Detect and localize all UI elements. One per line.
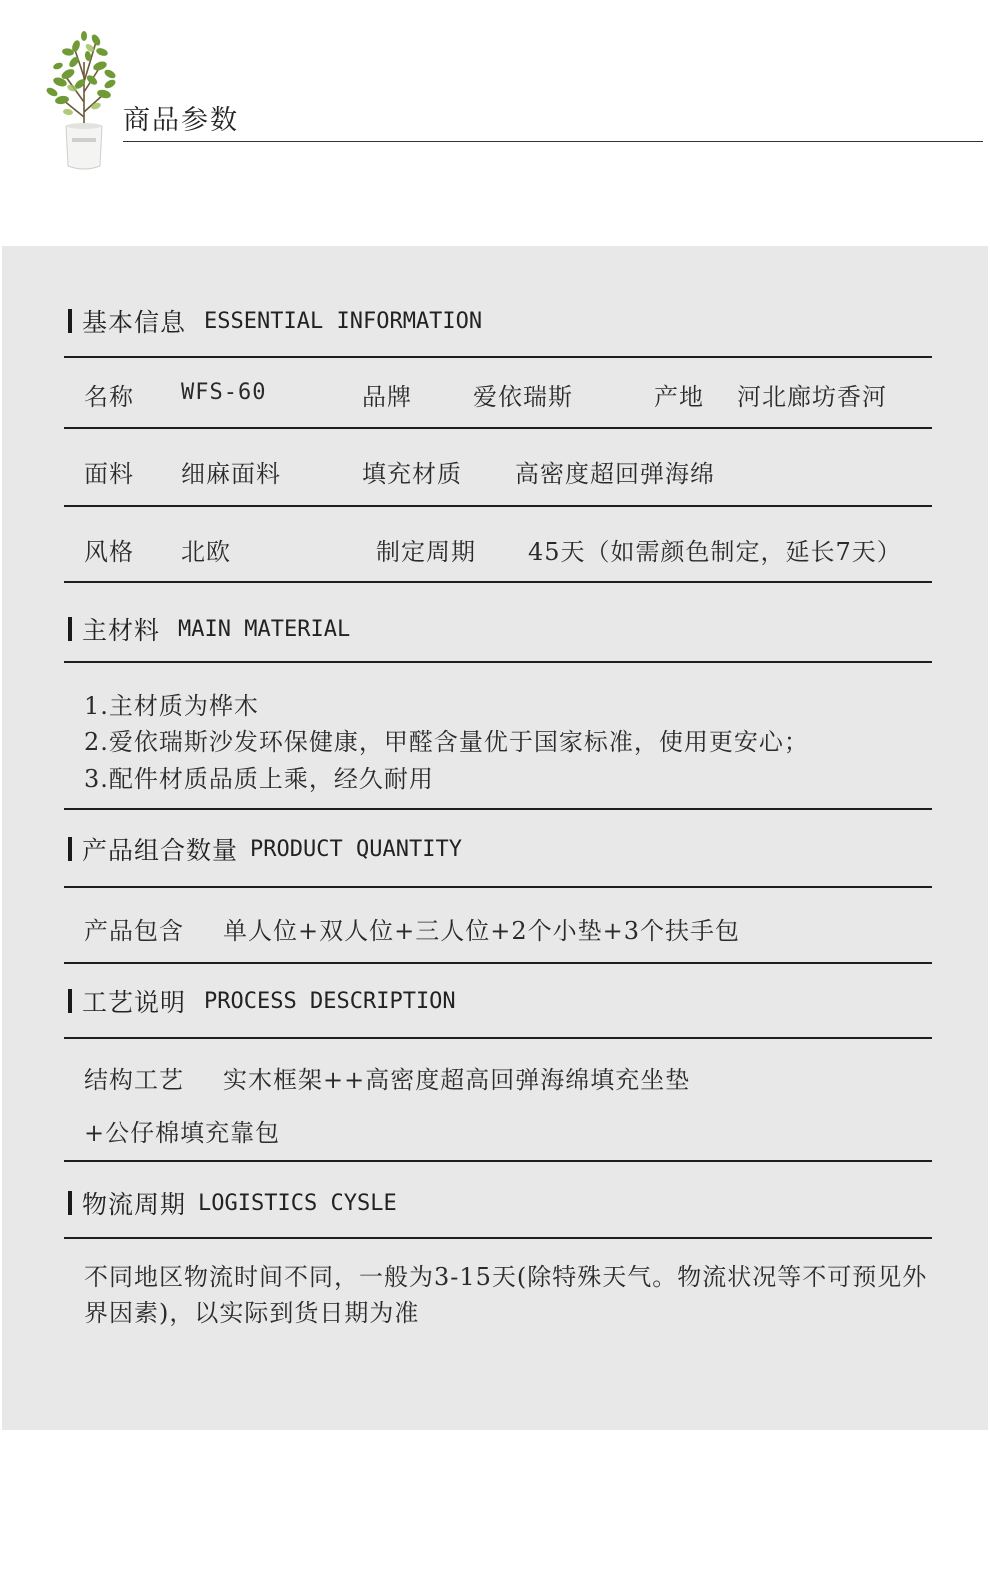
spec-label-package: 产品包含 xyxy=(84,917,184,945)
section-title-en: ESSENTIAL INFORMATION xyxy=(204,308,483,334)
section-marker xyxy=(68,309,72,333)
spec-label-origin: 产地 xyxy=(654,383,704,411)
list-item: 1.主材质为桦木 xyxy=(84,692,259,720)
potted-plant-icon xyxy=(38,22,122,172)
section-marker xyxy=(68,837,72,861)
spec-value-package: 单人位+双人位+三人位+2个小垫+3个扶手包 xyxy=(223,917,740,945)
divider xyxy=(64,1160,932,1162)
spec-value-cycle: 45天（如需颜色制定，延长7天） xyxy=(528,538,902,566)
divider xyxy=(64,886,932,888)
section-process-heading xyxy=(68,986,456,1016)
spec-value-brand: 爱依瑞斯 xyxy=(473,383,573,411)
logistics-text: 不同地区物流时间不同，一般为3-15天(除特殊天气。物流状况等不可预见外界因素)，以实际到货日期为准 xyxy=(84,1263,928,1327)
divider xyxy=(64,427,932,429)
divider xyxy=(64,356,932,358)
list-item: 3.配件材质品质上乘，经久耐用 xyxy=(84,765,434,793)
section-title-en: MAIN MATERIAL xyxy=(178,616,351,642)
section-marker xyxy=(68,989,72,1013)
section-marker xyxy=(68,1191,72,1215)
section-title-en: PRODUCT QUANTITY xyxy=(250,836,462,862)
section-material-heading xyxy=(68,614,350,644)
spec-label-structure: 结构工艺 xyxy=(84,1066,184,1094)
divider xyxy=(64,1237,932,1239)
title-underline xyxy=(123,141,983,142)
spec-value-name: WFS-60 xyxy=(181,380,267,405)
page-title: 商品参数 xyxy=(123,105,239,136)
spec-label-filling: 填充材质 xyxy=(362,460,462,488)
section-title-en: PROCESS DESCRIPTION xyxy=(204,988,456,1014)
page-header xyxy=(0,0,990,245)
divider xyxy=(64,808,932,810)
spec-value-style: 北欧 xyxy=(181,538,231,566)
section-title-en: LOGISTICS CYSLE xyxy=(198,1190,397,1216)
spec-value-structure: 实木框架++高密度超高回弹海绵填充坐垫 xyxy=(223,1066,691,1094)
spec-label-style: 风格 xyxy=(84,538,134,566)
list-item: 2.爱依瑞斯沙发环保健康，甲醛含量优于国家标准，使用更安心； xyxy=(84,728,809,756)
section-title-cn: 主材料 xyxy=(82,616,161,645)
section-marker xyxy=(68,617,72,641)
spec-label-cycle: 制定周期 xyxy=(376,538,476,566)
section-logistics-heading xyxy=(68,1188,397,1218)
divider xyxy=(64,505,932,507)
divider xyxy=(64,1037,932,1039)
divider xyxy=(64,581,932,583)
spec-value-origin: 河北廊坊香河 xyxy=(737,383,887,411)
spec-label-fabric: 面料 xyxy=(84,460,134,488)
section-quantity-heading xyxy=(68,834,462,864)
divider xyxy=(64,661,932,663)
section-basic-heading xyxy=(68,306,482,336)
spec-label-name: 名称 xyxy=(84,383,134,411)
section-title-cn: 物流周期 xyxy=(82,1190,187,1219)
spec-label-brand: 品牌 xyxy=(362,383,412,411)
spec-value-filling: 高密度超回弹海绵 xyxy=(515,460,715,488)
section-title-cn: 工艺说明 xyxy=(82,988,187,1017)
divider xyxy=(64,962,932,964)
spec-value-fabric: 细麻面料 xyxy=(181,460,281,488)
spec-value-structure-cont: +公仔棉填充靠包 xyxy=(84,1119,281,1147)
section-title-cn: 基本信息 xyxy=(82,308,187,337)
section-title-cn: 产品组合数量 xyxy=(82,836,239,865)
